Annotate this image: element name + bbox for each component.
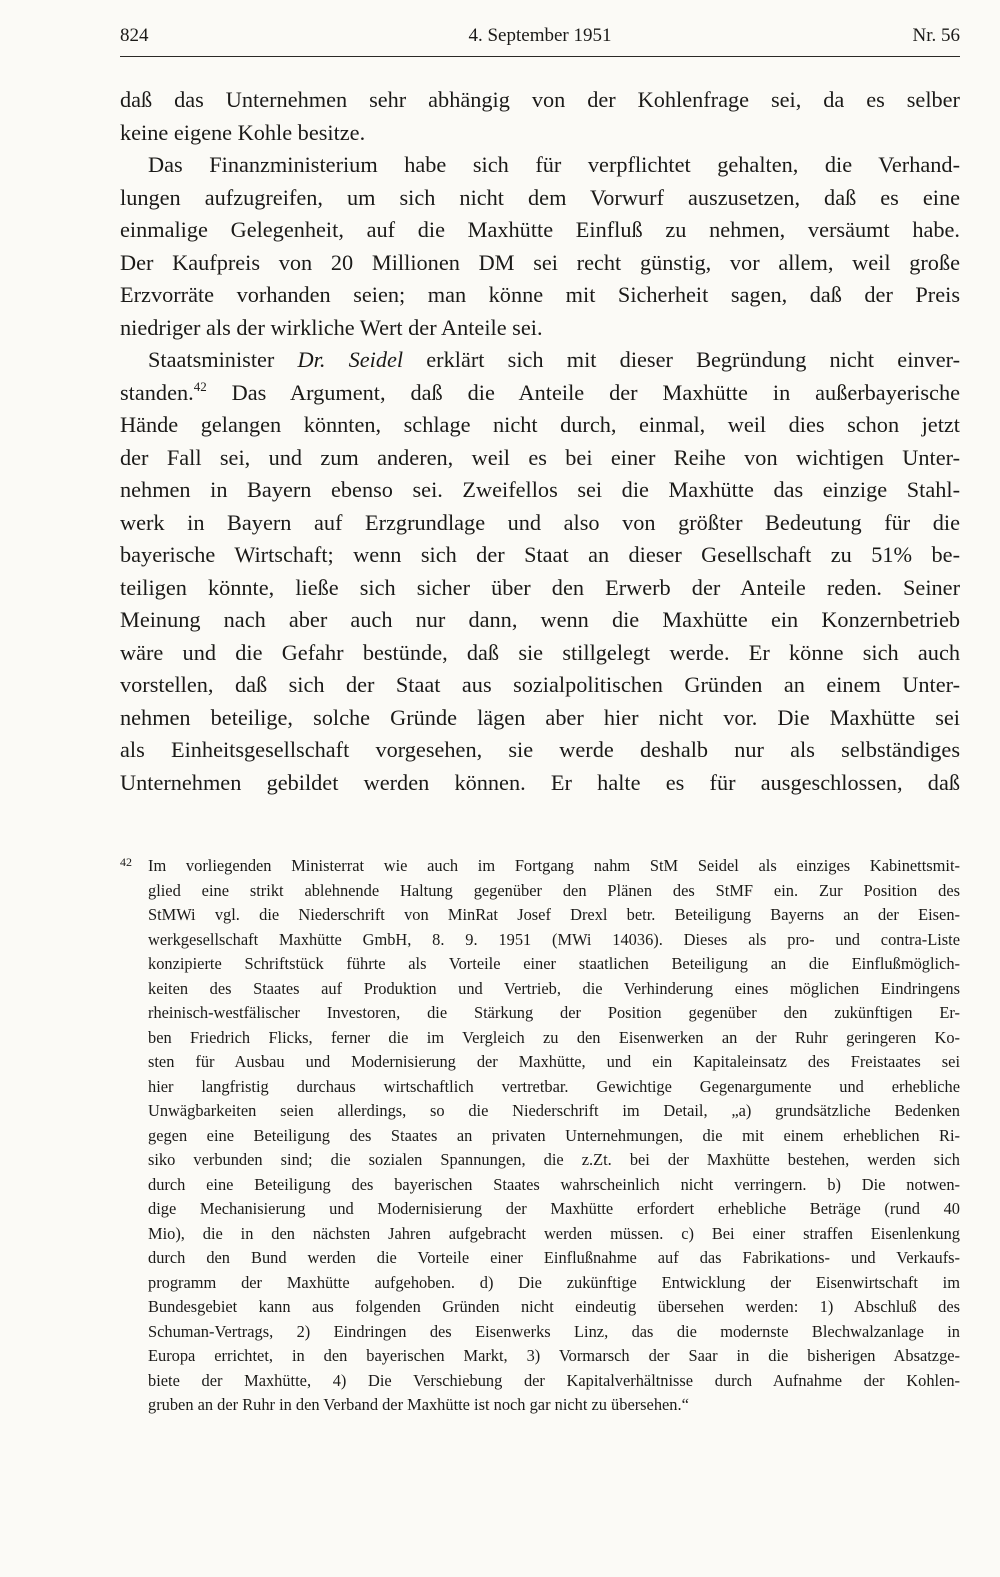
footnote-line: StMWi vgl. die Niederschrift von MinRat Josef Drexl betr. Beteiligung Bayerns an der Eisen- xyxy=(148,905,960,924)
footnote-line: rheinisch-westfälischer Investoren, die Stärkung der Position gegenüber den zukünftigen Er- xyxy=(148,1003,960,1022)
body-line: Meinung nach aber auch nur dann, wenn die Maxhütte ein Konzernbetrieb xyxy=(120,607,960,632)
body-line: Hände gelangen könnten, schlage nicht durch, einmal, weil dies schon jetzt xyxy=(120,412,960,437)
footnote-line: glied eine strikt ablehnende Haltung gegenüber den Plänen des StMF ein. Zur Position des xyxy=(148,880,960,900)
body-line-text: Staatsminister xyxy=(148,347,298,372)
body-line xyxy=(120,377,960,410)
body-line: Das Finanzministerium habe sich für verpflichtet gehalten, die Verhand- xyxy=(148,152,960,177)
footnote-line: werkgesellschaft Maxhütte GmbH, 8. 9. 1951 (MWi 14036). Dieses als pro- und contra-Liste xyxy=(148,929,960,949)
body-line: als Einheitsgesellschaft vorgesehen, sie werde deshalb nur als selbständiges xyxy=(120,737,960,762)
running-head-date: 4. September 1951 xyxy=(468,25,612,46)
issue-number: Nr. 56 xyxy=(912,25,960,46)
body-line-text: Das Argument, daß die Anteile der Maxhütte in außerbayerische xyxy=(206,379,960,405)
body-line: keine eigene Kohle besitze. xyxy=(120,119,366,145)
body-line: wäre und die Gefahr bestünde, daß sie stillgelegt werde. Er könne sich auch xyxy=(120,639,960,665)
body-line-text: erklärt sich mit dieser Begründung nicht einver- xyxy=(403,347,960,372)
body-line: Unternehmen gebildet werden können. Er halte es für ausgeschlossen, daß xyxy=(120,769,960,795)
footnote-line: konzipierte Schriftstück führte als Vorteile einer staatlichen Beteiligung an die Einflußmöglich- xyxy=(148,954,960,973)
footnote-number: 42 xyxy=(120,855,132,869)
body-line: Erzvorräte vorhanden seien; man könne mit Sicherheit sagen, daß der Preis xyxy=(120,282,960,307)
footnote-line: keiten des Staates auf Produktion und Vertrieb, die Verhinderung eines möglichen Eindringens xyxy=(148,978,960,998)
footnote-line: Unwägbarkeiten seien allerdings, so die Niederschrift im Detail, „a) grundsätzliche Bedenken xyxy=(148,1101,960,1120)
body-text xyxy=(120,84,960,799)
footnote-line: gegen eine Beteiligung des Staates an privaten Unternehmungen, die mit einem erheblichen Ri- xyxy=(148,1125,960,1145)
footnote-line: programm der Maxhütte aufgehoben. d) Die zukünftige Entwicklung der Eisenwirtschaft im xyxy=(148,1272,960,1292)
footnote-text xyxy=(148,854,960,1418)
footnote-line: biete der Maxhütte, 4) Die Verschiebung der Kapitalverhältnisse durch Aufnahme der Kohlen- xyxy=(148,1370,960,1390)
footnote-line: dige Mechanisierung und Modernisierung der Maxhütte erfordert erhebliche Beträge (rund 40 xyxy=(148,1199,960,1218)
footnote-line: durch eine Beteiligung des bayerischen Staates wahrscheinlich nicht verringern. b) Die notwen- xyxy=(148,1174,960,1194)
footnote-line: sten für Ausbau und Modernisierung der Maxhütte, und ein Kapitaleinsatz des Freistaates sei xyxy=(148,1052,960,1071)
body-line: teiligen könnte, ließe sich sicher über den Erwerb der Anteile reden. Seiner xyxy=(120,574,960,600)
footnote-reference[interactable]: 42 xyxy=(193,378,207,394)
body-line: werk in Bayern auf Erzgrundlage und also von größter Bedeutung für die xyxy=(120,509,960,535)
footnote-line: ben Friedrich Flicks, ferner die im Vergleich zu den Eisenwerken an der Ruhr geringeren Ko- xyxy=(148,1027,960,1047)
footnote-line: Schuman-Vertrags, 2) Eindringen des Eisenwerks Linz, das die modernste Blechwalzanlage in xyxy=(148,1321,960,1341)
footnote-line: hier langfristig durchaus wirtschaftlich vertretbar. Gewichtige Gegenargumente und erhebliche xyxy=(148,1076,960,1096)
body-line: daß das Unternehmen sehr abhängig von der Kohlenfrage sei, da es selber xyxy=(120,87,960,112)
footnote-line: gruben an der Ruhr in den Verband der Maxhütte ist noch gar nicht zu übersehen.“ xyxy=(148,1395,689,1414)
footnote-line: Bundesgebiet kann aus folgenden Gründen nicht eindeutig übersehen werden: 1) Abschluß des xyxy=(148,1297,960,1316)
body-line: der Fall sei, und zum anderen, weil es bei einer Reihe von wichtigen Unter- xyxy=(120,444,960,470)
footnote-line: Europa errichtet, in den bayerischen Markt, 3) Vormarsch der Saar in die bisherigen Absatzge- xyxy=(148,1346,960,1365)
minister-name: Dr. Seidel xyxy=(297,347,404,372)
body-line: Der Kaufpreis von 20 Millionen DM sei recht günstig, vor allem, weil große xyxy=(120,249,960,275)
footnote-line: Im vorliegenden Ministerrat wie auch im Fortgang nahm StM Seidel als einziges Kabinettsmit- xyxy=(148,856,960,875)
body-line: vorstellen, daß sich der Staat aus sozialpolitischen Gründen an einem Unter- xyxy=(120,672,960,697)
body-line xyxy=(120,344,960,377)
footnote-line: durch den Bund werden die Vorteile einer Einflußnahme auf das Fabrikations- und Verkaufs- xyxy=(148,1248,960,1267)
body-line: bayerische Wirtschaft; wenn sich der Staat an dieser Gesellschaft zu 51% be- xyxy=(120,542,960,567)
body-line: nehmen beteilige, solche Gründe lägen aber hier nicht vor. Die Maxhütte sei xyxy=(120,704,960,730)
body-line: lungen aufzugreifen, um sich nicht dem Vorwurf auszusetzen, daß es eine xyxy=(120,184,960,210)
header-rule xyxy=(120,56,960,57)
body-line-text: standen. xyxy=(120,379,194,405)
body-line: einmalige Gelegenheit, auf die Maxhütte Einfluß zu nehmen, versäumt habe. xyxy=(120,217,960,242)
body-line: niedriger als der wirkliche Wert der Anteile sei. xyxy=(120,314,543,340)
page-number: 824 xyxy=(120,25,149,46)
body-line: nehmen in Bayern ebenso sei. Zweifellos sei die Maxhütte das einzige Stahl- xyxy=(120,477,960,502)
footnote-line: siko verbunden sind; die sozialen Spannungen, die z.Zt. bei der Maxhütte bestehen, werden sich xyxy=(148,1150,960,1169)
running-head xyxy=(120,18,960,54)
footnote-line: Mio), die in den nächsten Jahren aufgebracht werden müssen. c) Bei einer straffen Eisenlenkung xyxy=(148,1223,960,1243)
